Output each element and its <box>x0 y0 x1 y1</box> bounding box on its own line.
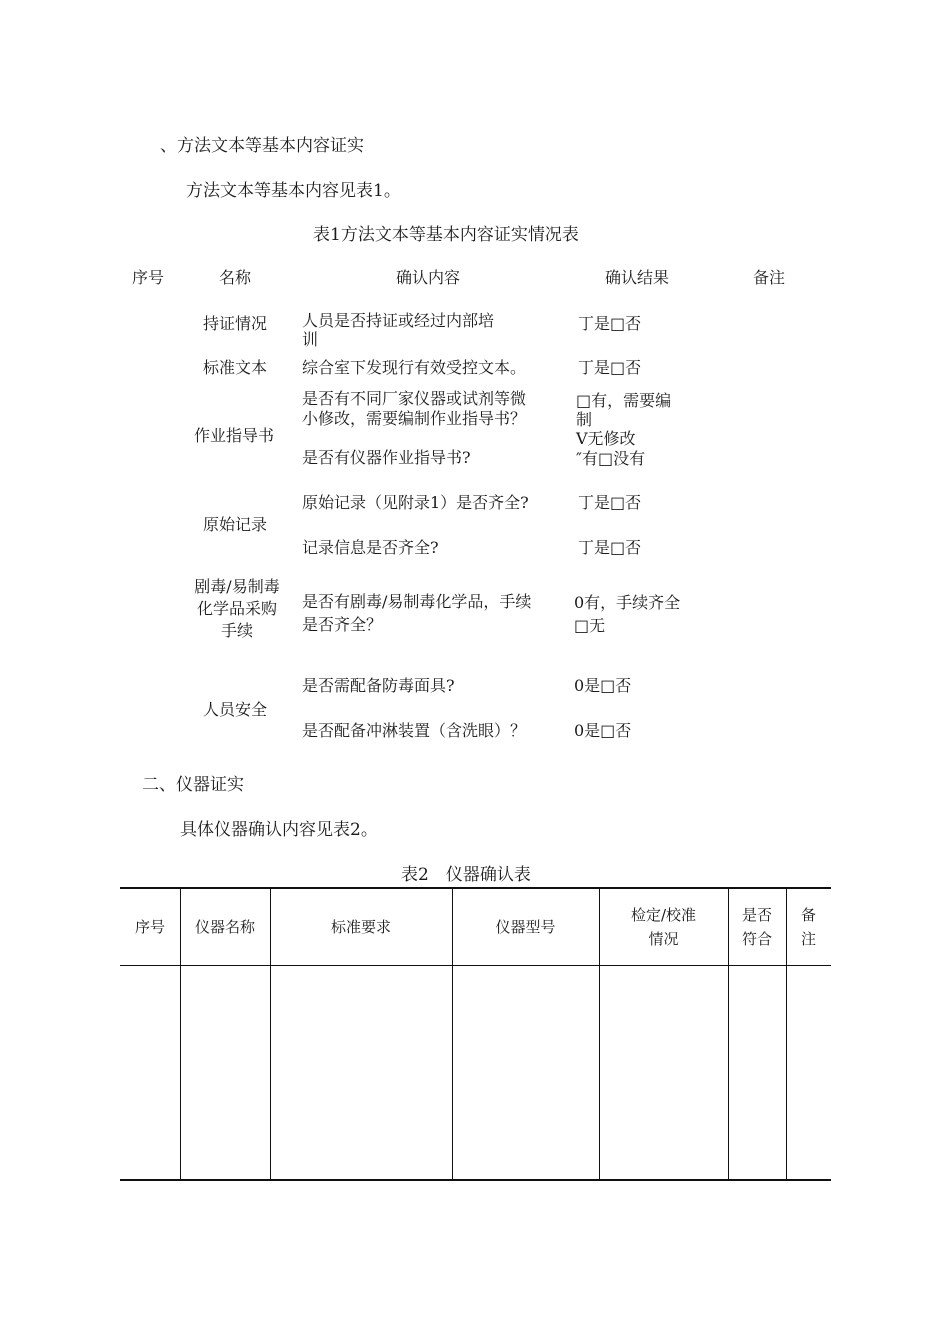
row-safety-content2: 是否配备冲淋装置（含洗眼）？ <box>302 721 527 740</box>
table2-header-rule <box>120 965 831 966</box>
row-raw-name: 原始记录 <box>203 515 268 534</box>
row-cert-content: 人员是否持证或经过内部培 训 <box>302 311 495 349</box>
row-guide-result1: □有，需要编 制 V无修改 <box>576 391 672 448</box>
row-raw-result1: 丁是□否 <box>578 493 642 512</box>
row-cert-result: 丁是□否 <box>578 314 642 333</box>
row-std-name: 标准文本 <box>203 358 268 377</box>
table2-header-remark: 备 注 <box>800 906 816 948</box>
table2-header-conform: 是否 符合 <box>741 906 772 948</box>
row-std-content: 综合室下发现行有效受控文本。 <box>302 358 527 377</box>
table2-header-name: 仪器名称 <box>194 918 255 936</box>
row-std-result: 丁是□否 <box>578 358 642 377</box>
table1-header-name: 名称 <box>219 268 252 287</box>
table2 <box>120 887 831 1181</box>
table1-header-content: 确认内容 <box>396 268 461 287</box>
row-raw-result2: 丁是□否 <box>578 538 642 557</box>
section1-intro: 方法文本等基本内容见表1。 <box>186 181 401 201</box>
table2-header-seq: 序号 <box>134 918 165 936</box>
section2-intro: 具体仪器确认内容见表2。 <box>180 820 378 840</box>
table2-header-calib: 检定/校准 情况 <box>630 906 697 948</box>
table2-header-model: 仪器型号 <box>495 918 556 936</box>
row-toxic-result: 0有，手续齐全 □无 <box>574 593 681 635</box>
row-guide-name: 作业指导书 <box>194 426 275 445</box>
row-safety-name: 人员安全 <box>203 700 268 719</box>
section1-heading: 、方法文本等基本内容证实 <box>160 136 364 156</box>
table2-header-req: 标准要求 <box>330 918 391 936</box>
row-safety-result1: 0是□否 <box>574 676 632 695</box>
section2-heading: 二、仪器证实 <box>142 775 244 795</box>
row-toxic-content: 是否有剧毒/易制毒化学品，手续 是否齐全？ <box>302 592 532 634</box>
row-raw-content2: 记录信息是否齐全? <box>302 538 439 557</box>
row-safety-result2: 0是□否 <box>574 721 632 740</box>
row-cert-name: 持证情况 <box>203 314 268 333</box>
row-toxic-name: 剧毒/易制毒 化学品采购 手续 <box>194 577 280 640</box>
table1-header-seq: 序号 <box>132 268 165 287</box>
row-guide-content2: 是否有仪器作业指导书? <box>302 448 471 467</box>
table2-title: 表2 仪器确认表 <box>401 865 531 885</box>
row-raw-content1: 原始记录（见附录1）是否齐全? <box>302 493 529 512</box>
table1-title: 表1方法文本等基本内容证实情况表 <box>313 225 579 245</box>
table1-header-remark: 备注 <box>753 268 786 287</box>
row-guide-content1: 是否有不同厂家仪器或试剂等微 小修改，需要编制作业指导书？ <box>302 389 527 428</box>
table1-header-result: 确认结果 <box>605 268 670 287</box>
row-guide-result2: ″有□没有 <box>576 449 646 468</box>
row-safety-content1: 是否需配备防毒面具? <box>302 676 455 695</box>
